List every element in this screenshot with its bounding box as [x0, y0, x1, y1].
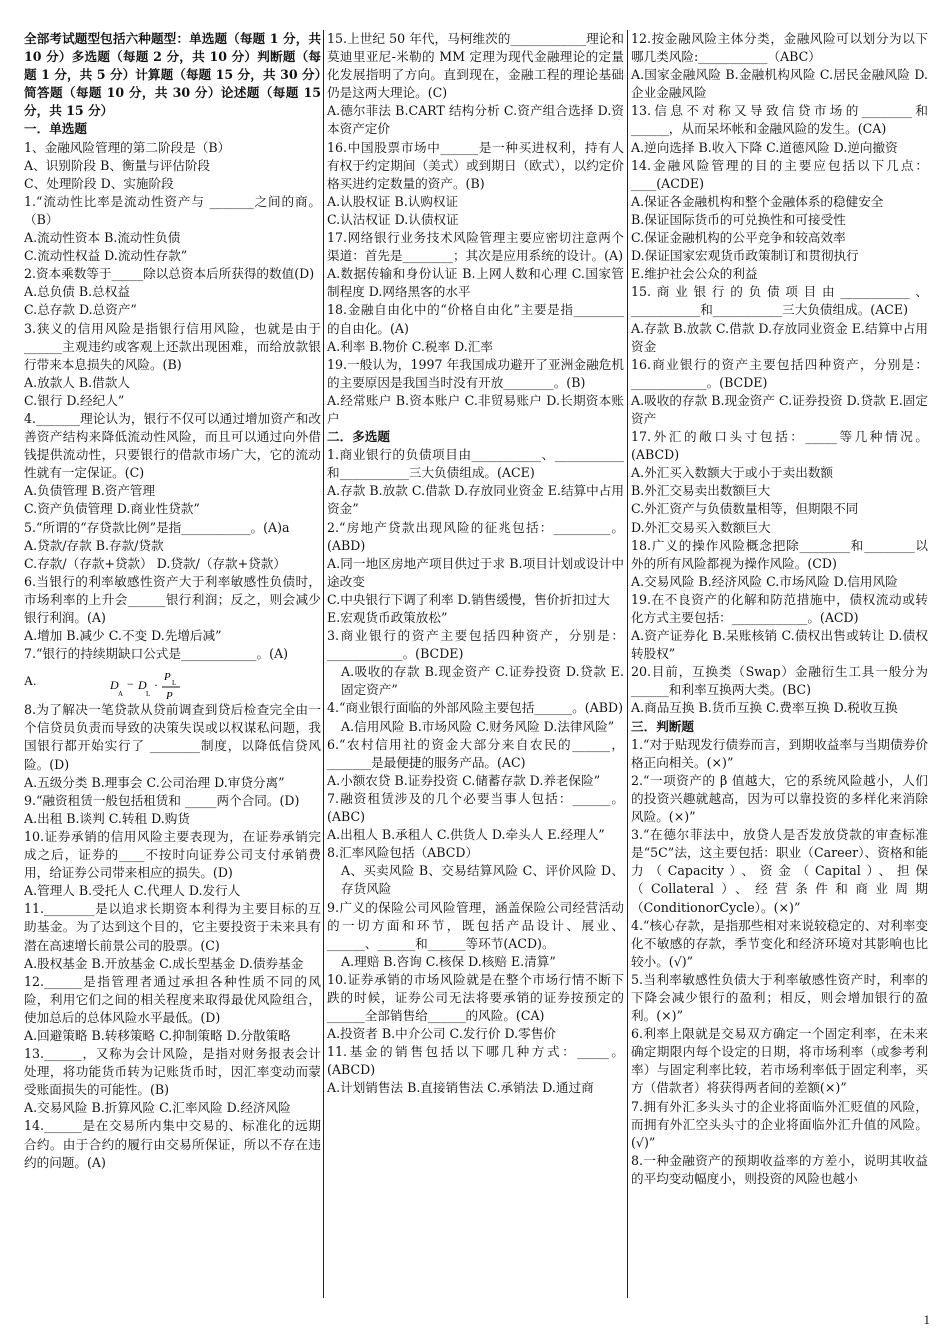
text-line: D.外汇交易买入数额巨大: [631, 519, 771, 535]
column-left: [24, 30, 321, 1298]
page-number: 1: [923, 1312, 930, 1327]
text-line: A.存款 B.放款 C.借款 D.存放同业资金 E.结算中占用资金”: [327, 483, 624, 517]
text-line: A.德尔菲法 B.CART 结构分析 C.资产组合选择 D.资本资产定价: [327, 103, 624, 137]
text-line: 17.网络银行业务技术风险管理主要应密切注意两个渠道：首先是________；其次是应用系统的设计。(A): [327, 230, 624, 264]
text-line: 6.当银行的利率敏感性资产大于利率敏感性负债时，市场利率的上升会______银行利润；反之，则会减少银行利润。(A): [24, 573, 321, 625]
text-line: 10.证券承销的信用风险主要表现为，在证券承销完成之后，证券的____不按时向证券公司支付承销费用，给证券公司带来相应的损失。(D): [24, 828, 321, 881]
text-line: A.投资者 B.中介公司 C.发行价 D.零售价: [327, 1026, 556, 1042]
text-line: 13.信息不对称又导致信贷市场的________和______，从而呆坏帐和金融风险的发生。(CA): [631, 103, 928, 137]
text-line: 2.“房地产贷款出现风险的征兆包括：_________。(ABD): [327, 519, 624, 553]
text-line: 4.“核心存款，是指那些相对来说较稳定的、对利率变化不敏感的存款，季节变化和经济环境对其影响也比较小。(√)”: [631, 917, 928, 969]
text-line: 14.______是在交易所内集中交易的、标准化的远期合约。由于合约的履行由交易所保证，所以不存在违约的问题。(A): [24, 1118, 321, 1170]
column-right: [631, 30, 928, 1298]
text-line: 12.按金融风险主体分类，金融风险可以划分为以下哪几类风险:___________（ABC）: [631, 31, 928, 65]
text-line: 20.目前，互换类（Swap）金融衍生工具一般分为______和利率互换两大类。(BC): [631, 664, 928, 698]
text-line: A.计划销售法 B.直接销售法 C.承销法 D.通过商: [327, 1080, 594, 1096]
text-line: A.吸收的存款 B.现金资产 C.证券投资 D.贷款 E.固定资产: [631, 392, 928, 426]
duration-gap-formula: [24, 663, 321, 701]
formula-dl-sub: L: [146, 690, 151, 699]
text-line: 5.“所谓的“存贷款比例”是指___________。(A)a: [24, 519, 290, 535]
text-line: 6.“农村信用社的资金大部分来自农民的______，_______是最便捷的服务产品。(AC): [327, 736, 624, 770]
text-line: 7.融资租赁涉及的几个必要当事人包括：______。(ABC): [327, 790, 624, 825]
text-line: 6.利率上限就是交易双方确定一个固定利率，在未来确定期限内每个设定的日期，将市场利率（或参考利率）与固定利率比较，若市场利率低于固定利率，买方（借款者）将获得两者间的差额(×)”: [631, 1026, 928, 1096]
text-line: A.小额农贷 B.证券投资 C.储蓄存款 D.养老保险”: [327, 772, 601, 788]
text-line: A.回避策略 B.转移策略 C.抑制策略 D.分散策略: [24, 1027, 291, 1043]
text-line: A.逆向选择 B.收入下降 C.道德风险 D.逆向撤资: [631, 139, 898, 155]
section-heading: 三．判断题: [631, 718, 694, 734]
text-line: C.保证金融机构的公平竞争和较高效率: [631, 230, 846, 246]
text-line: A.增加 B.减少 C.不变 D.先增后减”: [24, 628, 222, 644]
text-line: C.流动性权益 D.流动性存款”: [24, 248, 188, 264]
text-line: 16.中国股票市场中______是一种买进权利，持有人有权于约定期间（美式）或到期日（欧式），以约定价格买进约定数量的资产。(B): [327, 139, 624, 191]
text-line: 11.________是以追求长期资本利得为主要目标的互助基金。为了达到这个目的，它主要投资于未来具有潜在高速增长前景公司的股票。(C): [24, 901, 321, 953]
text-line: 1、金融风险管理的第二阶段是（B）: [24, 139, 231, 155]
text-line: 19.一般认为，1997 年我国成功避开了亚洲金融危机的主要原因是我国当时没有开放________。(B): [327, 356, 624, 390]
text-line: 8.为了解决一笔贷款从贷前调查到贷后检查完全由一个信贷员负责而导致的决策失误或以权谋私问题，我国银行都开始实行了 ________制度，以降低信贷风险。(D): [24, 702, 321, 772]
text-line: A.出租人 B.承租人 C.供货人 D.牵头人 E.经理人”: [327, 827, 605, 843]
text-line: 13.______，又称为会计风险，是指对财务报表会计处理，将功能货币转为记账货币时，因汇率变动而蒙受账面损失的可能性。(B): [24, 1046, 321, 1098]
text-line: B.外汇交易卖出数额巨大: [631, 483, 771, 499]
text-line: A.资产证券化 B.呆账核销 C.债权出售或转让 D.债权转股权”: [631, 628, 928, 662]
section-heading: 全部考试题型包括六种题型：单选题（每题 1 分，共 10 分）多选题（每题 2 分，共 10 分）判断题（每题 1 分，共 5 分）计算题（每题 15 分，共 30 分）简答题（每题 10 分，共 30 分）论述题（每题 15 分，共 15 分）: [24, 31, 321, 119]
text-line: A.流动性资本 B.流动性负债: [24, 230, 181, 246]
text-line: A.信用风险 B.市场风险 C.财务风险 D.法律风险”: [341, 718, 615, 734]
formula-minus: −: [127, 677, 134, 692]
text-line: A.出租 B.谈判 C.转租 D.购货: [24, 810, 190, 826]
text-line: A.管理人 B.受托人 C.代理人 D.发行人: [24, 883, 241, 899]
text-line: 1.“对于贴现发行债券而言，到期收益率与当期债券价格正向相关。(×)”: [631, 736, 928, 770]
text-line: A.放款人 B.借款人: [24, 374, 130, 390]
text-line: 15.上世纪 50 年代，马柯维茨的____________理论和莫迪里亚尼-米勒的 MM 定理为现代金融理论的定量化发展指明了方向。直到现在，金融工程的理论基础仍是这两大理论。(C): [327, 31, 624, 101]
text-line: A.国家金融风险 B.金融机构风险 C.居民金融风险 D.企业金融风险: [631, 67, 928, 101]
formula-p: P: [166, 690, 173, 702]
text-line: 4._______理论认为，银行不仅可以通过增加资产和改善资产结构来降低流动性风险，而且可以通过向外借钱提供流动性，只要银行的借款市场广大，它的流动性就有一定保证。(C): [24, 410, 321, 481]
text-line: C.认沽权证 D.认债权证: [327, 211, 459, 227]
formula-pl-sub: L: [172, 679, 177, 688]
text-line: A.交易风险 B.折算风险 C.汇率风险 D.经济风险: [24, 1100, 291, 1116]
text-line: A.外汇买入数额大于或小于卖出数额: [631, 465, 834, 481]
section-heading: 一．单选题: [24, 121, 87, 137]
text-line: A、买卖风险 B、交易结算风险 C、评价风险 D、存货风险: [341, 863, 624, 897]
text-line: A.吸收的存款 B.现金资产 C.证券投资 D.贷款 E.固定资产”: [341, 664, 624, 698]
text-line: 15.商业银行的负债项目由___________、___________和___________三大负债组成。(ACE): [631, 284, 928, 318]
text-line: 3.“在德尔菲法中，放贷人是否发放贷款的审查标准是“5C”法，这主要包括：职业（Career）、资格和能力（Capacity）、资金（Capital）、担保（Collateral）、经营条件和商业周期（ConditionorCycle）。(×)”: [631, 827, 928, 915]
text-line: 8.一种金融资产的预期收益率的方差小，说明其收益的平均变动幅度小，则投资的风险也越小: [631, 1152, 928, 1186]
text-line: E.宏观货币政策放松”: [327, 610, 448, 625]
formula-option-label: A.: [24, 674, 37, 689]
text-line: 2.资本乘数等于_____除以总资本后所获得的数值(D): [24, 266, 315, 282]
text-line: 17.外汇的敞口头寸包括：_____等几种情况。(ABCD): [631, 429, 928, 463]
text-line: 9.广义的保险公司风险管理，涵盖保险公司经营活动的一切方面和环节，既包括产品设计、展业、______、______和______等环节(ACD)。: [327, 899, 624, 951]
text-line: 5.当利率敏感性负债大于利率敏感性资产时，利率的下降会减少银行的盈利；相反，则会增加银行的盈利。(×)”: [631, 971, 928, 1024]
text-line: 11.基金的销售包括以下哪几种方式：_____。(ABCD): [327, 1044, 624, 1078]
text-line: A.利率 B.物价 C.税率 D.汇率: [327, 338, 493, 354]
text-line: B.保证国际货币的可兑换性和可接受性: [631, 211, 846, 227]
text-line: 19.在不良资产的化解和防范措施中，债权流动或转化方式主要包括：____________。(ACD): [631, 591, 928, 625]
text-line: C.银行 D.经纪人”: [24, 392, 125, 408]
text-line: A.交易风险 B.经济风险 C.市场风险 D.信用风险: [631, 573, 898, 589]
text-line: 3.狭义的信用风险是指银行信用风险，也就是由于______主观违约或客观上还款出现困难，而给放款银行带来本息损失的风险。(B): [24, 320, 321, 372]
text-line: C.外汇资产与负债数量相等，但期限不同: [631, 501, 859, 517]
formula-da: D: [110, 678, 119, 693]
column-divider: [323, 30, 324, 1298]
text-line: A.五级分类 B.理事会 C.公司治理 D.审贷分离”: [24, 774, 285, 790]
text-line: C.资产负债管理 D.商业性贷款”: [24, 501, 200, 517]
text-line: A、识别阶段 B、衡量与评估阶段: [24, 157, 211, 173]
text-line: A.经常账户 B.资本账户 C.非贸易账户 D.长期资本账户: [327, 392, 624, 426]
text-line: A.股权基金 B.开放基金 C.成长型基金 D.债券基金: [24, 955, 304, 971]
text-line: 1.“流动性比率是流动性资产与 _______之间的商。（B）: [24, 193, 321, 227]
text-line: D.保证国家宏观货币政策制订和贯彻执行: [631, 248, 859, 264]
formula-graphic: [24, 663, 224, 701]
text-line: 3.商业银行的资产主要包括四种资产，分别是：____________。(BCDE): [327, 628, 624, 662]
text-line: C.总存款 D.总资产”: [24, 302, 137, 318]
column-middle: [327, 30, 624, 1298]
text-line: 12.______是指管理者通过承担各种性质不同的风险，利用它们之间的相关程度来取得最优风险组合，使加总后的总体风险水平最低。(D): [24, 973, 321, 1025]
text-line: A.贷款/存款 B.存款/贷款: [24, 537, 164, 553]
text-line: A.理赔 B.咨询 C.核保 D.核赔 E.清算”: [341, 953, 556, 969]
text-line: C.中央银行下调了利率 D.销售缓慢，售价折扣过大: [327, 591, 610, 607]
text-line: A.负债管理 B.资产管理: [24, 483, 156, 499]
column-divider: [627, 30, 628, 1298]
text-line: 1.商业银行的负债项目由___________、___________和___________三大负债组成。(ACE): [327, 447, 624, 481]
section-heading: 二．多选题: [327, 429, 390, 445]
text-line: A.同一地区房地产项目供过于求 B.项目计划或设计中途改变: [327, 555, 624, 589]
text-line: A.总负债 B.总权益: [24, 284, 130, 300]
text-line: A.认股权证 B.认购权证: [327, 193, 459, 209]
text-line: C.存款/（存款+贷款） D.贷款/（存款+贷款）: [24, 555, 286, 571]
text-line: 7.拥有外汇多头头寸的企业将面临外汇贬值的风险，而拥有外汇空头头寸的企业将面临外汇升值的风险。(√)”: [631, 1098, 928, 1150]
text-line: A.存款 B.放款 C.借款 D.存放同业资金 E.结算中占用资金: [631, 320, 928, 354]
text-line: 10.证券承销的市场风险就是在整个市场行情不断下跌的时候，证券公司无法将要承销的证券按预定的______全部销售给______的风险。(CA): [327, 971, 624, 1024]
text-line: A.数据传输和身份认证 B.上网人数和心理 C.国家管制程度 D.网络黑客的水平: [327, 266, 624, 300]
text-line: 8.汇率风险包括（ABCD）: [327, 845, 479, 861]
formula-da-sub: A: [118, 690, 124, 699]
text-line: A.保证各金融机构和整个金融体系的稳健安全: [631, 193, 884, 209]
text-line: 18.金融自由化中的“价格自由化”主要是指________的自由化。(A): [327, 302, 624, 336]
text-line: 18.广义的操作风险概念把除________和________以外的所有风险都视为操作风险。(CD): [631, 537, 928, 571]
text-line: 7.“银行的持续期缺口公式是____________。(A): [24, 646, 289, 662]
text-line: 16.商业银行的资产主要包括四种资产，分别是：____________。(BCDE): [631, 356, 928, 390]
text-line: C、处理阶段 D、实施阶段: [24, 175, 174, 191]
text-line: A.商品互换 B.货币互换 C.费率互换 D.税收互换: [631, 700, 898, 716]
text-line: 9.“融资租赁一般包括租赁和 _____两个合同。(D): [24, 792, 300, 808]
text-line: 2.“一项资产的 β 值越大，它的系统风险越小，人们的投资兴趣就越高，因为可以靠投资的多样化来消除风险。(×)”: [631, 772, 928, 825]
text-line: 4.“商业银行面临的外部风险主要包括______。(ABD): [327, 700, 624, 716]
formula-pl: P: [164, 671, 171, 684]
formula-dl: D: [138, 678, 147, 693]
formula-dot: ·: [154, 678, 158, 693]
text-line: 14.金融风险管理的目的主要应包括以下几点：____(ACDE): [631, 157, 928, 191]
text-line: E.维护社会公众的利益: [631, 266, 758, 282]
